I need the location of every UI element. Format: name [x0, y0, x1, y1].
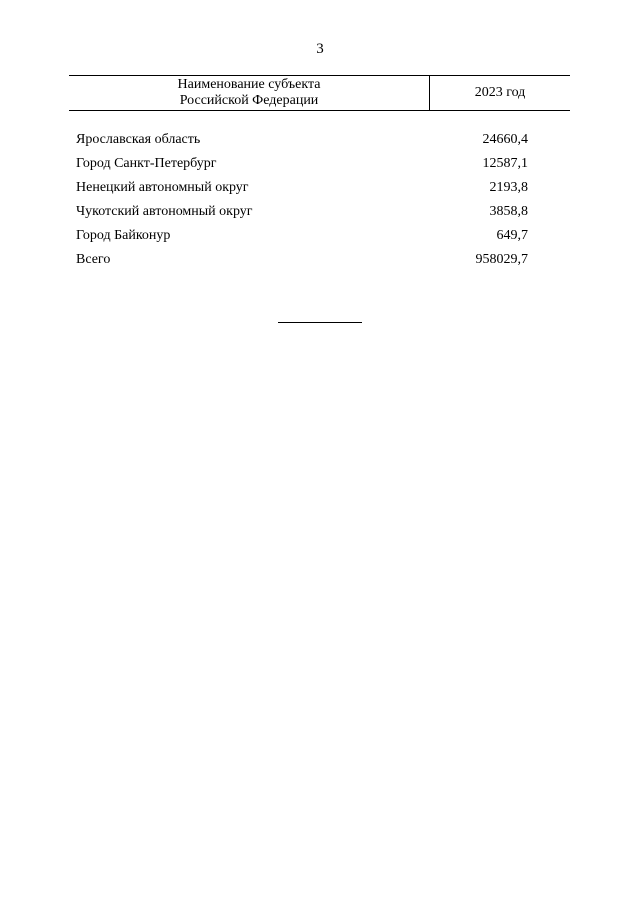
table-row-total	[76, 248, 556, 272]
row-value: 2193,8	[489, 180, 528, 195]
row-value: 958029,7	[475, 252, 528, 267]
header-subject-name	[69, 76, 430, 110]
table-row	[76, 224, 556, 248]
table-header	[69, 75, 570, 111]
row-subject-name: Ненецкий автономный округ	[76, 180, 249, 195]
header-subject-name-line2: Российской Федерации	[179, 93, 319, 108]
row-subject-name: Город Байконур	[76, 228, 171, 243]
page-number: 3	[316, 41, 324, 57]
row-subject-name: Всего	[76, 252, 111, 267]
table-row	[76, 152, 556, 176]
table-row	[76, 176, 556, 200]
row-subject-name: Чукотский автономный округ	[76, 204, 253, 219]
row-value: 12587,1	[482, 156, 528, 171]
row-value: 24660,4	[482, 132, 528, 147]
table-row	[76, 200, 556, 224]
row-subject-name: Город Санкт-Петербург	[76, 156, 217, 171]
table-body	[76, 128, 556, 272]
row-value: 3858,8	[489, 204, 528, 219]
header-subject-name-line1: Наименование субъекта	[177, 77, 321, 92]
table-row	[76, 128, 556, 152]
header-year: 2023 год	[474, 85, 526, 100]
end-separator-line	[278, 322, 362, 323]
row-subject-name: Ярославская область	[76, 132, 201, 147]
row-value: 649,7	[496, 228, 528, 243]
